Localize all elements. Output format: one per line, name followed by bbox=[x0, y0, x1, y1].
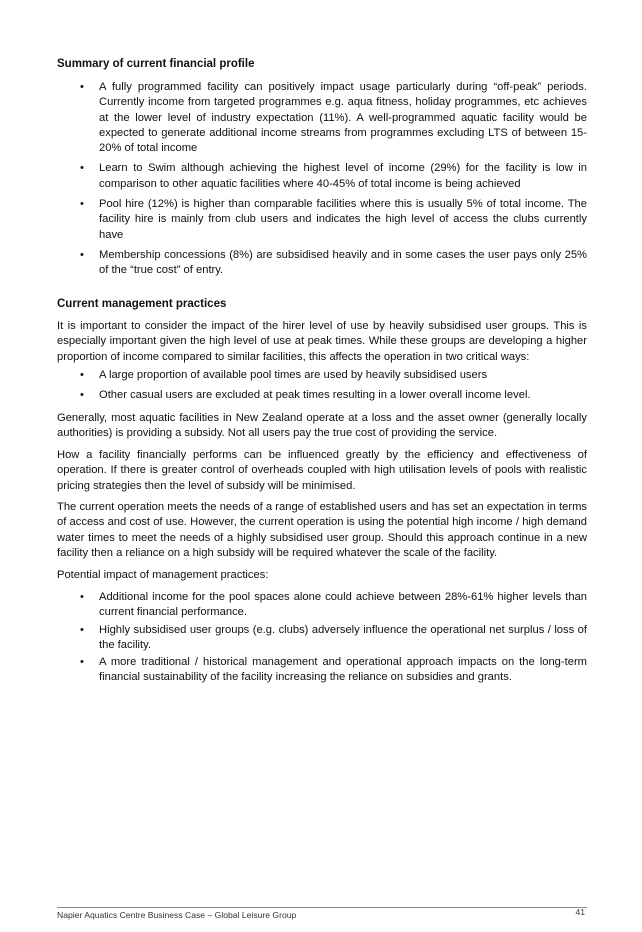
bullet-icon: • bbox=[80, 656, 84, 669]
list-item bbox=[57, 388, 587, 403]
critical-ways-list bbox=[57, 368, 587, 404]
list-item-text: Additional income for the pool spaces alone could achieve between 28%-61% higher levels than current financial performance. bbox=[99, 591, 587, 619]
list-item bbox=[57, 161, 587, 192]
list-item bbox=[57, 197, 587, 243]
list-item-text: Learn to Swim although achieving the highest level of income (29%) for the facility is low in comparison to other aquatic facilities where 40-45% of total income is being achieved bbox=[99, 162, 587, 190]
list-item bbox=[57, 623, 587, 654]
bullet-icon: • bbox=[80, 591, 84, 603]
bullet-icon: • bbox=[80, 162, 84, 175]
footer-document-title: Napier Aquatics Centre Business Case – Global Leisure Group bbox=[57, 910, 297, 920]
management-intro-paragraph: It is important to consider the impact of the hirer level of use by heavily subsidised user groups. This is especially important given the high level of use at peak times. While these groups are developing a higher proportion of income compared to similar facilities, this affects the operation in two critical ways: bbox=[57, 320, 587, 363]
page-number: 41 bbox=[575, 907, 585, 917]
list-item-text: Other casual users are excluded at peak times resulting in a lower overall income level. bbox=[99, 389, 531, 402]
bullet-icon: • bbox=[80, 369, 84, 381]
impact-label: Potential impact of management practices: bbox=[57, 569, 269, 581]
list-item-text: A large proportion of available pool times are used by heavily subsidised users bbox=[99, 369, 488, 381]
list-item bbox=[57, 248, 587, 279]
bullet-icon: • bbox=[80, 81, 84, 93]
section-heading-management-practices: Current management practices bbox=[57, 298, 227, 310]
footer-divider bbox=[57, 907, 587, 908]
list-item bbox=[57, 655, 587, 686]
impact-list bbox=[57, 590, 587, 686]
paragraph-subsidy: Generally, most aquatic facilities in New Zealand operate at a loss and the asset owner (generally locally authorities) is providing a subsidy. Not all users pay the true cost of providing the service. bbox=[57, 412, 587, 440]
list-item-text: A more traditional / historical management and operational approach impacts on the long-term financial sustainability of the facility increasing the reliance on subsidies and grants. bbox=[99, 656, 587, 684]
paragraph-performance: How a facility financially performs can be influenced greatly by the efficiency and effectiveness of operation. If there is greater control of overheads coupled with high utilisation levels of pools with realistic pricing strategies then the level of subsidy will be minimised. bbox=[57, 449, 587, 492]
bullet-icon: • bbox=[80, 389, 84, 402]
financial-profile-list bbox=[57, 80, 587, 279]
bullet-icon: • bbox=[80, 623, 84, 636]
list-item bbox=[57, 368, 587, 383]
section-heading-financial-profile: Summary of current financial profile bbox=[57, 58, 255, 70]
bullet-icon: • bbox=[80, 248, 84, 261]
list-item bbox=[57, 590, 587, 621]
bullet-icon: • bbox=[80, 198, 84, 211]
list-item bbox=[57, 80, 587, 156]
list-item-text: Highly subsidised user groups (e.g. clubs) adversely influence the operational net surplus / loss of the facility. bbox=[99, 623, 587, 651]
list-item-text: Membership concessions (8%) are subsidised heavily and in some cases the user pays only 25% of the “true cost” of entry. bbox=[99, 248, 587, 277]
list-item-text: Pool hire (12%) is higher than comparable facilities where this is usually 5% of total income. The facility hire is mainly from club users and indicates the high level of access the clubs currently have bbox=[99, 198, 587, 241]
list-item-text: A fully programmed facility can positively impact usage particularly during “off-peak” periods. Currently income from targeted programmes e.g. aqua fitness, holiday programmes, etc achieves at the lower level of industry expectation (11%). A well-programmed aquatic facility would be expected to generate additional income streams from programmes excluding LTS of between 15-20% of total income bbox=[99, 81, 587, 155]
paragraph-current-operation: The current operation meets the needs of a range of established users and has set an expectation in terms of access and cost of use. However, the current operation is using the potential high income / high demand water times to meet the needs of a highly subsidised user group. Should this approach continue in a new facility then a reliance on a high subsidy will be required whatever the scale of the facility. bbox=[57, 501, 587, 559]
